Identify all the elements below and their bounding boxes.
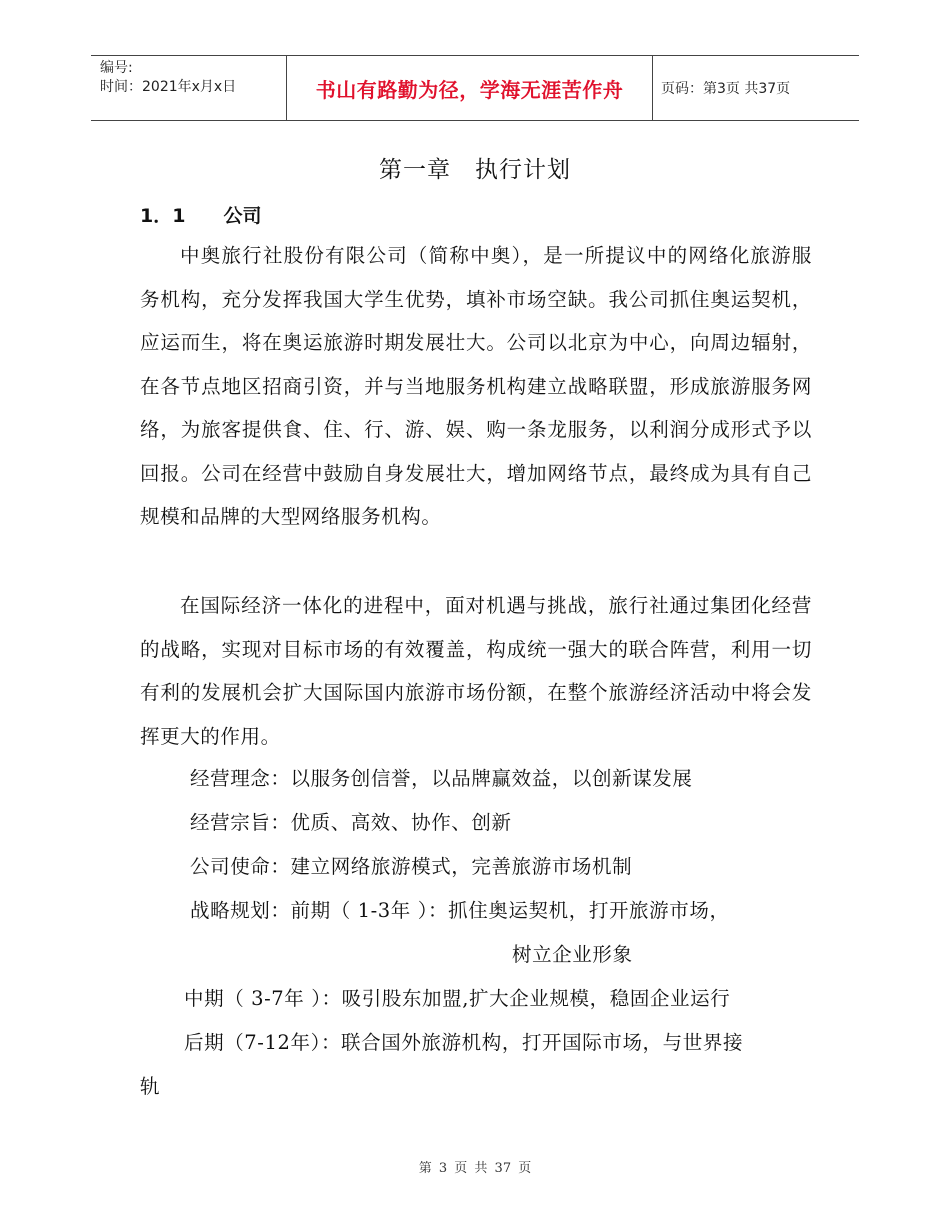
line-strategy-plan: 战略规划：前期（ 1-3年 ）：抓住奥运契机，打开旅游市场， [190,899,730,922]
header-motto: 书山有路勤为径，学海无涯苦作舟 [286,56,653,120]
page-header [91,55,859,121]
time-label: 时间：2021年x月x日 [100,79,237,95]
line-late-term-cont: 轨 [140,1075,161,1098]
section-title: 公司 [223,205,262,227]
section-heading [140,201,261,228]
line-strategy-plan-cont: 树立企业形象 [512,943,633,966]
line-business-philosophy: 经营理念：以服务创信誉，以品牌赢效益，以创新谋发展 [190,767,693,790]
number-label: 编号: [100,60,133,76]
section-number: 1．1 [140,205,186,227]
paragraph-globalization: 在国际经济一体化的进程中，面对机遇与挑战，旅行社通过集团化经营的战略，实现对目标市场的有效覆盖，构成统一强大的联合阵营，利用一切有利的发展机会扩大国际国内旅游市场份额，在整个旅游经济活动中将会发挥更大的作用。 [140,594,812,748]
header-meta [91,56,286,120]
line-mid-term: 中期（ 3-7年 ）：吸引股东加盟,扩大企业规模，稳固企业运行 [184,987,731,1010]
chapter-title: 第一章 执行计划 [379,157,571,183]
paragraph-company-intro: 中奥旅行社股份有限公司（简称中奥），是一所提议中的网络化旅游服务机构，充分发挥我国大学生优势，填补市场空缺。我公司抓住奥运契机，应运而生，将在奥运旅游时期发展壮大。公司以北京为中心，向周边辐射，在各节点地区招商引资，并与当地服务机构建立战略联盟，形成旅游服务网络，为旅客提供食、住、行、游、娱、购一条龙服务，以利润分成形式予以回报。公司在经营中鼓励自身发展壮大，增加网络节点，最终成为具有自己规模和品牌的大型网络服务机构。 [140,244,812,528]
line-late-term: 后期（7-12年）：联合国外旅游机构，打开国际市场，与世界接 [184,1031,744,1054]
line-company-mission: 公司使命：建立网络旅游模式，完善旅游市场机制 [190,855,633,878]
line-business-tenet: 经营宗旨：优质、高效、协作、创新 [190,811,512,834]
header-page-info: 页码：第3页 共37页 [661,81,791,97]
page-footer: 第 3 页 共 37 页 [418,1161,532,1176]
